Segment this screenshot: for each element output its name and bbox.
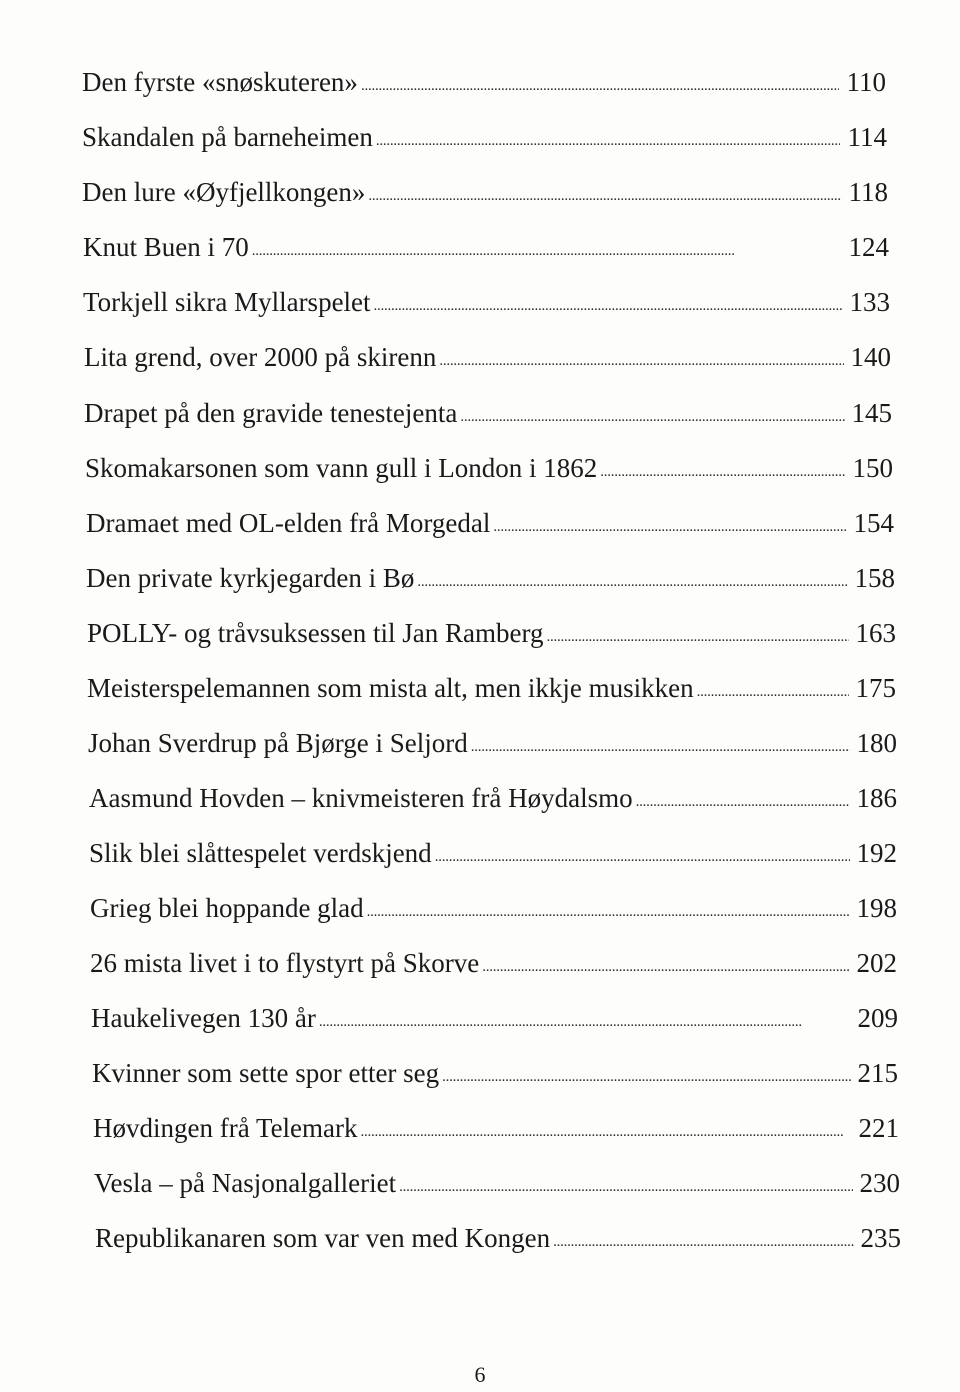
toc-entry-page: 215 bbox=[857, 1058, 898, 1088]
toc-entry bbox=[88, 723, 897, 763]
toc-entry-page: 154 bbox=[853, 508, 894, 538]
toc-entry bbox=[93, 1108, 899, 1148]
toc-entry bbox=[90, 943, 897, 983]
toc-dot-leader bbox=[376, 121, 840, 161]
toc-dot-leader bbox=[367, 892, 850, 932]
toc-entry bbox=[95, 1218, 901, 1258]
toc-entry-title: Skomakarsonen som vann gull i London i 1862 bbox=[85, 453, 598, 483]
toc-dot-leader bbox=[460, 397, 845, 437]
toc-entry-page: 110 bbox=[846, 67, 886, 97]
toc-entry bbox=[86, 503, 894, 543]
toc-entry-page: 150 bbox=[852, 453, 893, 483]
toc-entry bbox=[87, 613, 896, 653]
toc-entry bbox=[82, 117, 887, 157]
toc-entry-title: Slik blei slåttespelet verdskjend bbox=[89, 838, 432, 868]
toc-entry-title: Den lure «Øyfjellkongen» bbox=[82, 177, 366, 207]
toc-dot-leader bbox=[471, 727, 850, 767]
toc-entry-title: 26 mista livet i to flystyrt på Skorve bbox=[90, 948, 480, 978]
toc-entry-page: 118 bbox=[848, 177, 888, 207]
toc-entry-title: Torkjell sikra Myllarspelet bbox=[83, 287, 371, 317]
toc-entry bbox=[86, 558, 895, 598]
toc-entry-title: Meisterspelemannen som mista alt, men ikkje musikken bbox=[87, 673, 694, 703]
toc-dot-leader bbox=[252, 231, 842, 271]
toc-entry-page: 175 bbox=[855, 673, 896, 703]
page-number: 6 bbox=[474, 1362, 486, 1387]
toc-entry-page: 133 bbox=[849, 287, 890, 317]
toc-entry bbox=[94, 1163, 900, 1203]
toc-entry-page: 158 bbox=[854, 563, 895, 593]
toc-dot-leader bbox=[442, 1057, 851, 1097]
toc-entry bbox=[84, 393, 892, 433]
toc-entry-page: 140 bbox=[850, 342, 891, 372]
toc-entry-title: POLLY- og tråvsuksessen til Jan Ramberg bbox=[87, 618, 544, 648]
toc-entry-page: 192 bbox=[856, 838, 897, 868]
toc-dot-leader bbox=[435, 837, 850, 877]
toc-entry-title: Republikanaren som var ven med Kongen bbox=[95, 1223, 551, 1253]
toc-entry-page: 145 bbox=[851, 398, 892, 428]
toc-entry bbox=[91, 998, 898, 1038]
toc-entry-title: Den private kyrkjegarden i Bø bbox=[86, 563, 415, 593]
toc-dot-leader bbox=[636, 782, 850, 822]
toc-entry bbox=[89, 778, 897, 818]
toc-entry bbox=[84, 337, 891, 377]
toc-entry-page: 235 bbox=[860, 1223, 901, 1253]
toc-entry-title: Lita grend, over 2000 på skirenn bbox=[84, 342, 437, 372]
toc-entry bbox=[82, 62, 886, 102]
toc-entry-page: 230 bbox=[859, 1168, 900, 1198]
toc-entry-title: Den fyrste «snøskuteren» bbox=[82, 67, 358, 97]
toc-entry-title: Haukelivegen 130 år bbox=[91, 1003, 316, 1033]
toc-entry-title: Grieg blei hoppande glad bbox=[90, 893, 364, 923]
toc-dot-leader bbox=[361, 66, 839, 106]
toc-entry bbox=[85, 448, 893, 488]
toc-entry-page: 186 bbox=[856, 783, 897, 813]
toc-dot-leader bbox=[493, 507, 847, 547]
toc-entry bbox=[92, 1053, 898, 1093]
toc-entry-page: 114 bbox=[847, 122, 887, 152]
toc-entry-title: Høvdingen frå Telemark bbox=[93, 1113, 358, 1143]
toc-entry-title: Johan Sverdrup på Bjørge i Seljord bbox=[88, 728, 468, 758]
toc-entry bbox=[82, 172, 888, 212]
toc-dot-leader bbox=[439, 341, 844, 381]
toc-entry-title: Knut Buen i 70 bbox=[83, 232, 249, 262]
toc-dot-leader bbox=[399, 1167, 853, 1207]
toc-entry-page: 124 bbox=[848, 232, 889, 262]
toc-entry-page: 209 bbox=[857, 1003, 898, 1033]
toc-dot-leader bbox=[319, 1002, 851, 1042]
toc-entry bbox=[83, 282, 890, 322]
toc-dot-leader bbox=[697, 672, 849, 712]
toc-dot-leader bbox=[361, 1112, 852, 1152]
toc-dot-leader bbox=[374, 286, 843, 326]
toc-entry-title: Kvinner som sette spor etter seg bbox=[92, 1058, 440, 1088]
toc-dot-leader bbox=[482, 947, 850, 987]
toc-entry-page: 180 bbox=[856, 728, 897, 758]
toc-entry bbox=[87, 668, 896, 708]
toc-dot-leader bbox=[417, 562, 848, 602]
toc-dot-leader bbox=[553, 1222, 854, 1262]
toc-dot-leader bbox=[547, 617, 850, 657]
toc-entry-page: 221 bbox=[858, 1113, 899, 1143]
toc-entry-title: Skandalen på barneheimen bbox=[82, 122, 373, 152]
toc-entry bbox=[83, 227, 889, 267]
toc-entry-title: Aasmund Hovden – knivmeisteren frå Høydalsmo bbox=[89, 783, 633, 813]
toc-entry-page: 198 bbox=[856, 893, 897, 923]
toc-entry-title: Dramaet med OL-elden frå Morgedal bbox=[86, 508, 491, 538]
toc-entry-title: Drapet på den gravide tenestejenta bbox=[84, 398, 458, 428]
toc-entry-page: 163 bbox=[855, 618, 896, 648]
toc-entry-title: Vesla – på Nasjonalgalleriet bbox=[94, 1168, 397, 1198]
toc-entry bbox=[89, 833, 897, 873]
toc-dot-leader bbox=[368, 176, 841, 216]
toc-dot-leader bbox=[600, 452, 846, 492]
toc-entry bbox=[90, 888, 897, 928]
toc-entry-page: 202 bbox=[856, 948, 897, 978]
